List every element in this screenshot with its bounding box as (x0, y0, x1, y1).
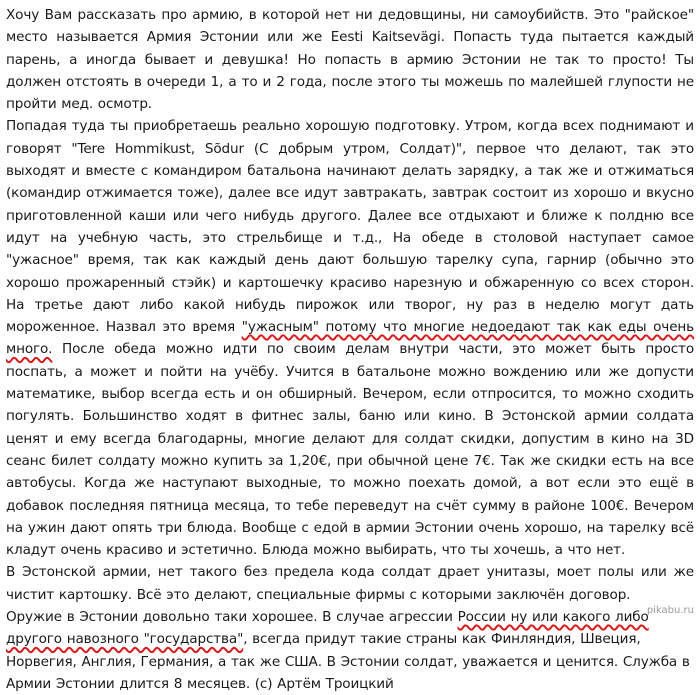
paragraph-daily-routine (6, 115, 694, 561)
paragraph-defense (6, 606, 694, 695)
paragraph-cleaning (6, 561, 694, 606)
watermark: pikabu.ru (646, 605, 694, 616)
text-segment: Оружие в Эстонии довольно таки хорошее. В случае агрессии (6, 609, 458, 626)
underlined-phrase: России ну или какого либо другого навозного "государства" (6, 609, 649, 648)
text-segment: Попадая туда ты приобретаешь реально хорошую подготовку. Утром, когда всех поднимают и говорят "Tere Hommikust, Sõdur (С добрым утром, Солдат)", первое что делают, так это выходят и вместе с командиром батальона начинают делать зарядку, а так же и отжиматься (командир отжимается тоже), далее все идут завтракать, завтрак состоит из хорошо и вкусно приготовленной каши или чего нибудь другого. Далее все отдыхают и ближе к полдню все идут на учебную часть, это стрельбище и т.д., На обеде в столовой наступает самое "ужасное" время, так как каждый день дают большую тарелку супа, гарнир (обычно это хорошо прожаренный стэйк) и картошечку красиво нарезную и обжаренную со всех сторон. На третье дают либо какой нибудь пирожок или творог, ну раз в неделю могут дать мороженное. Назвал это время (6, 118, 694, 336)
text-segment: В Эстонской армии, нет такого без предела кода солдат драет унитазы, моет полы или же чистит картошку. Всё это делают, специальные фирмы с которыми заключён договор. (6, 564, 694, 603)
text-segment: После обеда можно идти по своим делам внутри части, это может быть просто поспать, а может и пойти на учёбу. Учится в батальоне можно вождению или же допусти математике, выбор всегда есть и он обширный. Вечером, если отпросится, то можно сходить погулять. Большинство ходят в фитнес залы, баню или кино. В Эстонской армии солдата ценят и ему всегда благодарны, многие делают для солдат скидки, допустим в кино на 3D сеанс билет солдату можно купить за 1,20€, при обычной цене 7€. Так же скидки есть на все автобусы. Когда же наступают выходные, то можно поехать домой, а вот если это ещё в добавок последняя пятница месяца, то тебе переведут на счёт сумму в районе 100€. Вечером на ужин дают опять три блюда. Вообще с едой в армии Эстонии очень хорошо, на тарелку всё кладут очень красиво и эстетично. Блюда можно выбирать, что ты хочешь, а что нет. (6, 341, 694, 559)
underlined-phrase: "ужасным" потому что многие недоедают так как еды очень много. (6, 319, 695, 358)
article-body (6, 4, 694, 695)
text-segment: , всегда придут такие страны как Финляндия, Швеция, Норвегия, Англия, Германия, а так же США. В Эстонии солдат, уважается и ценится. Служба в Армии Эстонии длится 8 месяцев. (с) Артём Троицкий (6, 631, 690, 692)
paragraph-intro (6, 4, 694, 115)
text-segment: Хочу Вам рассказать про армию, в которой нет ни дедовщины, ни самоубийств. Это "райское" место называется Армия Эстонии или же Eesti Kaitsevägi. Попасть туда пытается каждый парень, а иногда бывает и девушка! Но попасть в армию Эстонии не так то просто! Ты должен отстоять в очереди 1, а то и 2 года, после этого ты можешь по малейшей глупости не пройти мед. осмотр. (6, 7, 694, 113)
